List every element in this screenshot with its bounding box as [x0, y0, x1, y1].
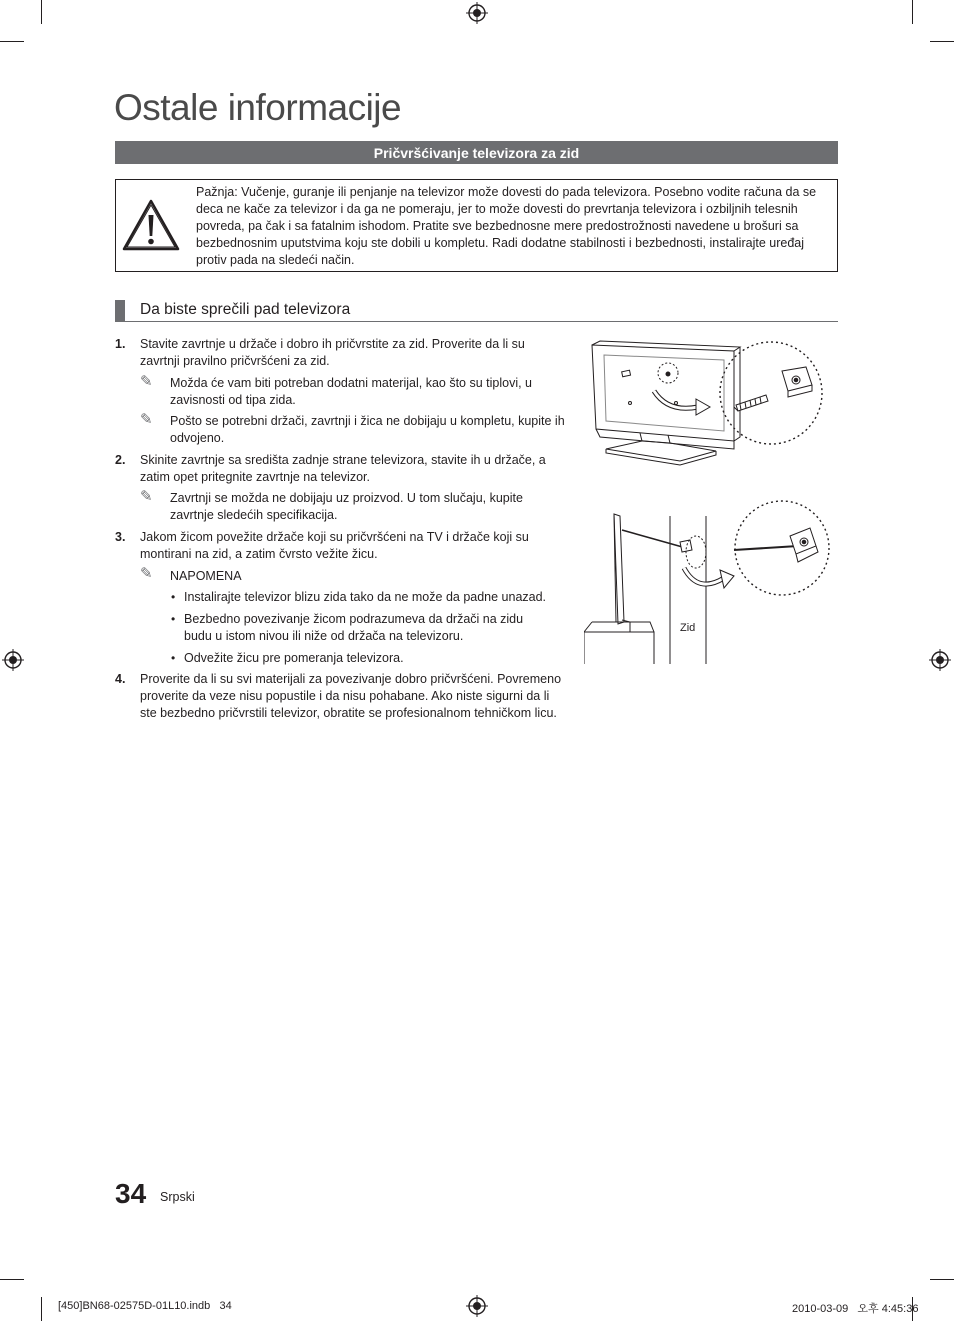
warning-triangle-icon [122, 199, 180, 251]
registration-mark-icon [929, 649, 951, 671]
caution-body: : Vučenje, guranje ili penjanje na televizor može dovesti do pada televizora. Posebno vodite računa da se deca ne kače za televizor i da ga ne pomeraju, jer to može dovesti do prevrtanja televizora i ozbiljnih telesnih povreda, pa čak i sa fatalnim ishodom. Pratite sve bezbednosne mere predostrožnosti navedene u brošuri sa bezbednosnim uputstvima koju ste dobili u kompletu. Radi dodatne stabilnosti i bezbednosti, instalirajte uređaj protiv pada na sledeći način. [196, 185, 817, 267]
wall-wire-illustration [584, 500, 834, 666]
caution-box [115, 179, 838, 272]
heading-marker [115, 300, 125, 321]
crop-mark [0, 41, 24, 42]
bullet-icon: • [171, 590, 176, 604]
crop-mark [912, 0, 913, 24]
pencil-note-icon: ✎ [140, 488, 153, 505]
step-number: 1. [115, 337, 126, 351]
note-text: Možda će vam biti potreban dodatni materijal, kao što su tiplovi, u zavisnosti od tipa zida. [170, 376, 532, 407]
step-number: 2. [115, 453, 126, 467]
pencil-note-icon: ✎ [140, 411, 153, 428]
step-text: Skinite zavrtnje sa središta zadnje strane televizora, stavite ih u držače, a zatim opet pritegnite zavrtnje na televizor. [140, 453, 546, 484]
crop-mark [0, 1279, 24, 1280]
crop-mark [930, 41, 954, 42]
bullet-icon: • [171, 612, 176, 626]
bullet-text: Bezbedno povezivanje žicom podrazumeva da držači na zidu budu u istom nivou ili niže od držača na televizoru. [184, 612, 524, 643]
footer-language: Srpski [160, 1190, 195, 1204]
registration-mark-icon [466, 2, 488, 24]
pencil-note-icon: ✎ [140, 373, 153, 390]
bullet-text: Odvežite žicu pre pomeranja televizora. [184, 651, 404, 665]
crop-mark [41, 1297, 42, 1321]
caution-label: Pažnja [196, 185, 235, 199]
section-title: Pričvršćivanje televizora za zid [115, 141, 838, 164]
caution-text [196, 184, 832, 269]
note-text: Zavrtnji se možda ne dobijaju uz proizvod. U tom slučaju, kupite zavrtnje sledećih specifikacija. [170, 491, 523, 522]
step-number: 3. [115, 530, 126, 544]
step-text: Proverite da li su svi materijali za povezivanje dobro pričvršćeni. Povremeno proverite da veze nisu popustile i da nisu pohabane. Ako niste sigurni da li ste bezbedno pričvrstili televizor, obratite se profesionalnom tehničkom licu. [140, 672, 562, 720]
crop-mark [930, 1279, 954, 1280]
subsection-title: Da biste sprečili pad televizora [140, 301, 351, 318]
step-text: Stavite zavrtnje u držače i dobro ih pričvrstite za zid. Proverite da li su zavrtnji pravilno pričvršćeni za zid. [140, 337, 525, 368]
file-imprint: [450]BN68-02575D-01L10.indb 34 [58, 1300, 232, 1312]
registration-mark-icon [466, 1295, 488, 1317]
crop-mark [41, 0, 42, 24]
registration-mark-icon [2, 649, 24, 671]
page-title: Ostale informacije [114, 87, 402, 128]
page-number: 34 [115, 1178, 147, 1209]
pencil-note-icon: ✎ [140, 565, 153, 582]
tv-back-bracket-illustration [584, 337, 834, 477]
wall-label: Zid [680, 622, 696, 634]
note-text: Pošto se potrebni držači, zavrtnji i žica ne dobijaju u kompletu, kupite ih odvojeno. [170, 414, 565, 445]
step-number: 4. [115, 672, 126, 686]
note-label: NAPOMENA [170, 569, 242, 583]
bullet-icon: • [171, 651, 176, 665]
subsection-heading [115, 299, 838, 322]
step-text: Jakom žicom povežite držače koji su pričvršćeni na TV i držače koji su montirani na zid, a zatim čvrsto vežite žicu. [140, 530, 529, 561]
timestamp-imprint: 2010-03-09 오후 4:45:36 [792, 1303, 919, 1315]
bullet-text: Instalirajte televizor blizu zida tako da ne može da padne unazad. [184, 590, 547, 604]
